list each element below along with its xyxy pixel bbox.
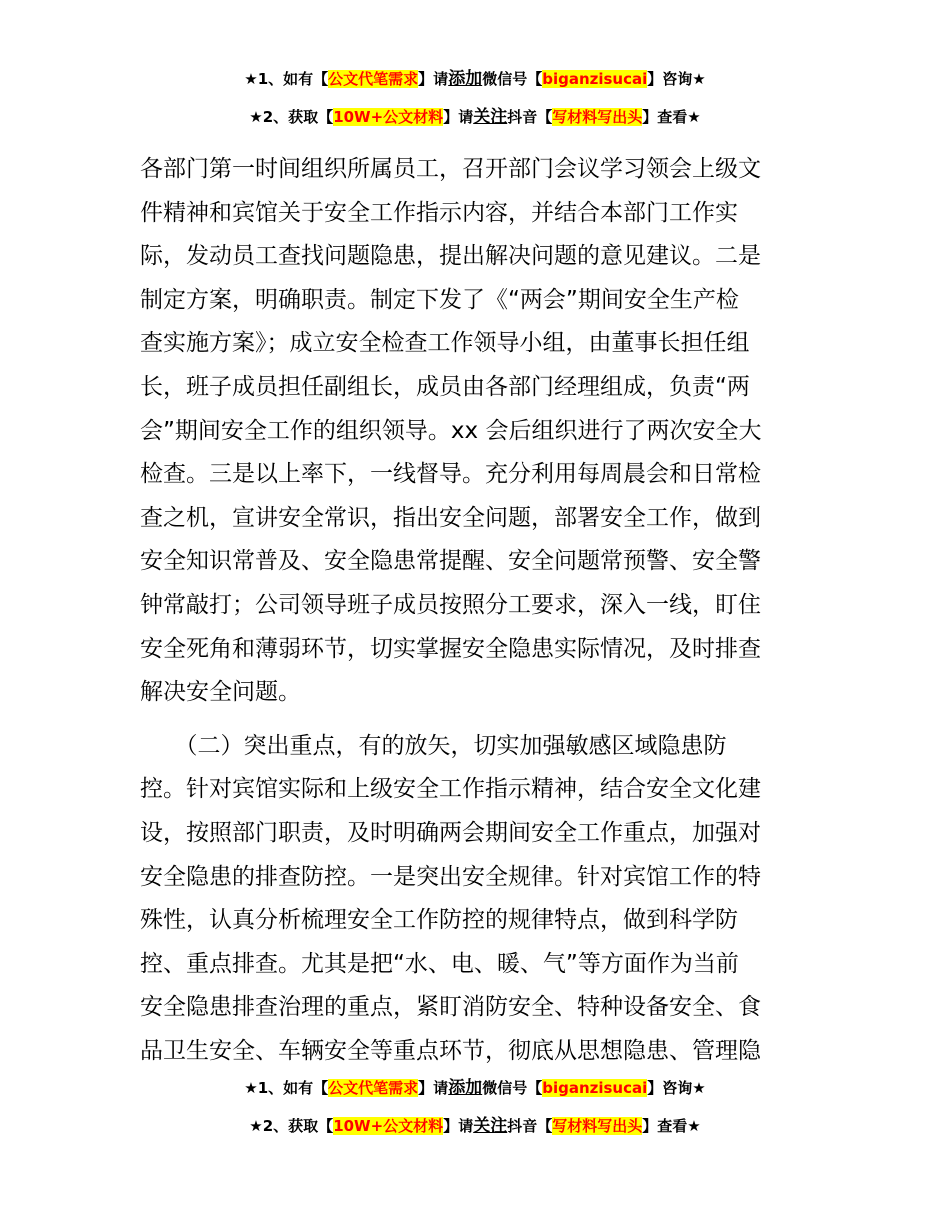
text-line: 控、重点排查。尤其是把“水、电、暖、气”等方面作为当前 — [140, 950, 739, 977]
bottom-banner-line-1 — [0, 1078, 950, 1098]
text-line: 安全隐患排查治理的重点，紧盯消防安全、特种设备安全、食 — [140, 994, 761, 1021]
text-line: 制定方案，明确职责。制定下发了《“两会”期间安全生产检 — [140, 286, 739, 313]
text-line: 安全知识常普及、安全隐患常提醒、安全问题常预警、安全警 — [140, 548, 761, 575]
text-line: 安全隐患的排查防控。一是突出安全规律。针对宾馆工作的特 — [140, 863, 761, 890]
banner-suffix: 】咨询★ — [647, 1079, 706, 1097]
banner-prefix: ★2、获取【 — [249, 1117, 334, 1135]
banner-prefix: ★2、获取【 — [249, 108, 334, 126]
document-body — [140, 148, 812, 1073]
banner-prefix: ★1、如有【 — [244, 70, 329, 88]
text-line: 设，按照部门职责，及时明确两会期间安全工作重点，加强对 — [140, 819, 761, 846]
text-line: 件精神和宾馆关于安全工作指示内容，并结合本部门工作实 — [140, 199, 738, 226]
text-line: 殊性，认真分析梳理安全工作防控的规律特点，做到科学防 — [140, 907, 738, 934]
banner-underline: 关注 — [473, 107, 508, 127]
text-line: 安全死角和薄弱环节，切实掌握安全隐患实际情况，及时排查 — [140, 635, 761, 662]
banner-highlight: 10W+公文材料 — [333, 1117, 444, 1135]
banner-prefix: ★1、如有【 — [244, 1079, 329, 1097]
banner-highlight: 公文代笔需求 — [328, 1079, 419, 1097]
banner-douyin-id: 写材料写出头 — [552, 1117, 643, 1135]
text-line: 长，班子成员担任副组长，成员由各部门经理组成，负责“两 — [140, 373, 750, 400]
banner-douyin-id: 写材料写出头 — [552, 108, 643, 126]
banner-suffix: 】查看★ — [642, 108, 701, 126]
banner-underline: 添加 — [448, 69, 483, 89]
banner-suffix: 】查看★ — [642, 1117, 701, 1135]
banner-suffix: 】咨询★ — [647, 70, 706, 88]
text-line: （二）突出重点，有的放矢，切实加强敏感区域隐患防 — [140, 732, 727, 759]
banner-text: 】请 — [418, 70, 449, 88]
text-line: 各部门第一时间组织所属员工，召开部门会议学习领会上级文 — [140, 156, 761, 182]
text-line: 查实施方案》；成立安全检查工作领导小组，由董事长担任组 — [140, 330, 750, 357]
banner-text: 】请 — [443, 1117, 474, 1135]
banner-underline: 添加 — [448, 1078, 483, 1098]
banner-wechat-id: biganzisucai — [542, 70, 648, 88]
text-line: 钟常敲打；公司领导班子成员按照分工要求，深入一线，盯住 — [140, 591, 761, 618]
text-line: 际，发动员工查找问题隐患，提出解决问题的意见建议。二是 — [140, 243, 761, 270]
paragraph — [140, 148, 812, 715]
banner-text: 微信号【 — [482, 70, 543, 88]
banner-text: 】请 — [418, 1079, 449, 1097]
text-line: 检查。三是以上率下，一线督导。充分利用每周晨会和日常检 — [140, 461, 761, 488]
top-banner-line-2 — [0, 107, 950, 127]
banner-text: 】请 — [443, 108, 474, 126]
top-banner-line-1 — [0, 69, 950, 89]
text-line: 查之机，宣讲安全常识，指出安全问题，部署安全工作，做到 — [140, 504, 761, 531]
paragraph — [140, 725, 812, 1074]
banner-text: 抖音【 — [507, 1117, 553, 1135]
text-line: 品卫生安全、车辆安全等重点环节，彻底从思想隐患、管理隐 — [140, 1037, 761, 1064]
banner-text: 微信号【 — [482, 1079, 543, 1097]
bottom-banner-line-2 — [0, 1116, 950, 1136]
banner-underline: 关注 — [473, 1116, 508, 1136]
text-line: 会”期间安全工作的组织领导。xx 会后组织进行了两次安全大 — [140, 417, 762, 444]
text-line: 解决安全问题。 — [140, 679, 301, 706]
banner-highlight: 公文代笔需求 — [328, 70, 419, 88]
banner-text: 抖音【 — [507, 108, 553, 126]
banner-wechat-id: biganzisucai — [542, 1079, 648, 1097]
text-line: 控。针对宾馆实际和上级安全工作指示精神，结合安全文化建 — [140, 776, 761, 803]
banner-highlight: 10W+公文材料 — [333, 108, 444, 126]
